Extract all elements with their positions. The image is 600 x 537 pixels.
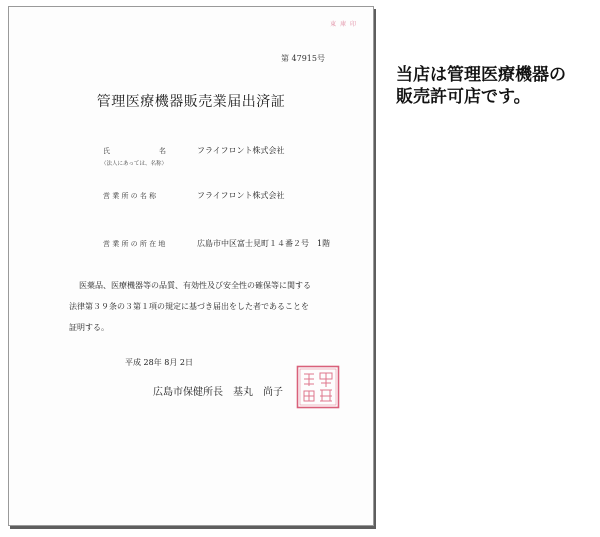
- field-office-name-value: フライフロント株式会社: [197, 191, 285, 200]
- license-notice: [396, 64, 592, 108]
- header-stamp: 東 庫 印: [330, 21, 357, 28]
- notice-line-2: 販売許可店です。: [396, 87, 531, 107]
- body-line: 医薬品、医療機器等の品質、有効性及び安全性の確保等に関する: [79, 281, 311, 290]
- field-name-label: 氏 名: [103, 147, 166, 155]
- issuer-name: 広島市保健所長 基丸 尚子: [153, 387, 283, 398]
- notice-line-1: 当店は管理医療機器の: [396, 65, 566, 85]
- certificate-title: 管理医療機器販売業届出済証: [96, 94, 286, 110]
- field-office-address-value: 広島市中区富士見町１４番２号 1階: [197, 239, 331, 248]
- body-line: 法律第３９条の３第１項の規定に基づき届出をした者であることを: [69, 302, 309, 311]
- body-line: 証明する。: [69, 323, 109, 332]
- document-number: 第 47915号: [281, 54, 325, 63]
- official-seal-icon: [296, 365, 340, 409]
- certificate-document: [8, 6, 374, 526]
- field-name-value: フライフロント株式会社: [197, 146, 285, 155]
- field-office-name-label: 営 業 所 の 名 称: [103, 192, 157, 200]
- certificate-body: [69, 275, 349, 338]
- issue-date: 平成 28年 8月 2日: [125, 358, 193, 367]
- field-office-address-label: 営 業 所 の 所 在 地: [103, 240, 166, 248]
- field-name-note: （法人にあっては、名称）: [101, 161, 167, 167]
